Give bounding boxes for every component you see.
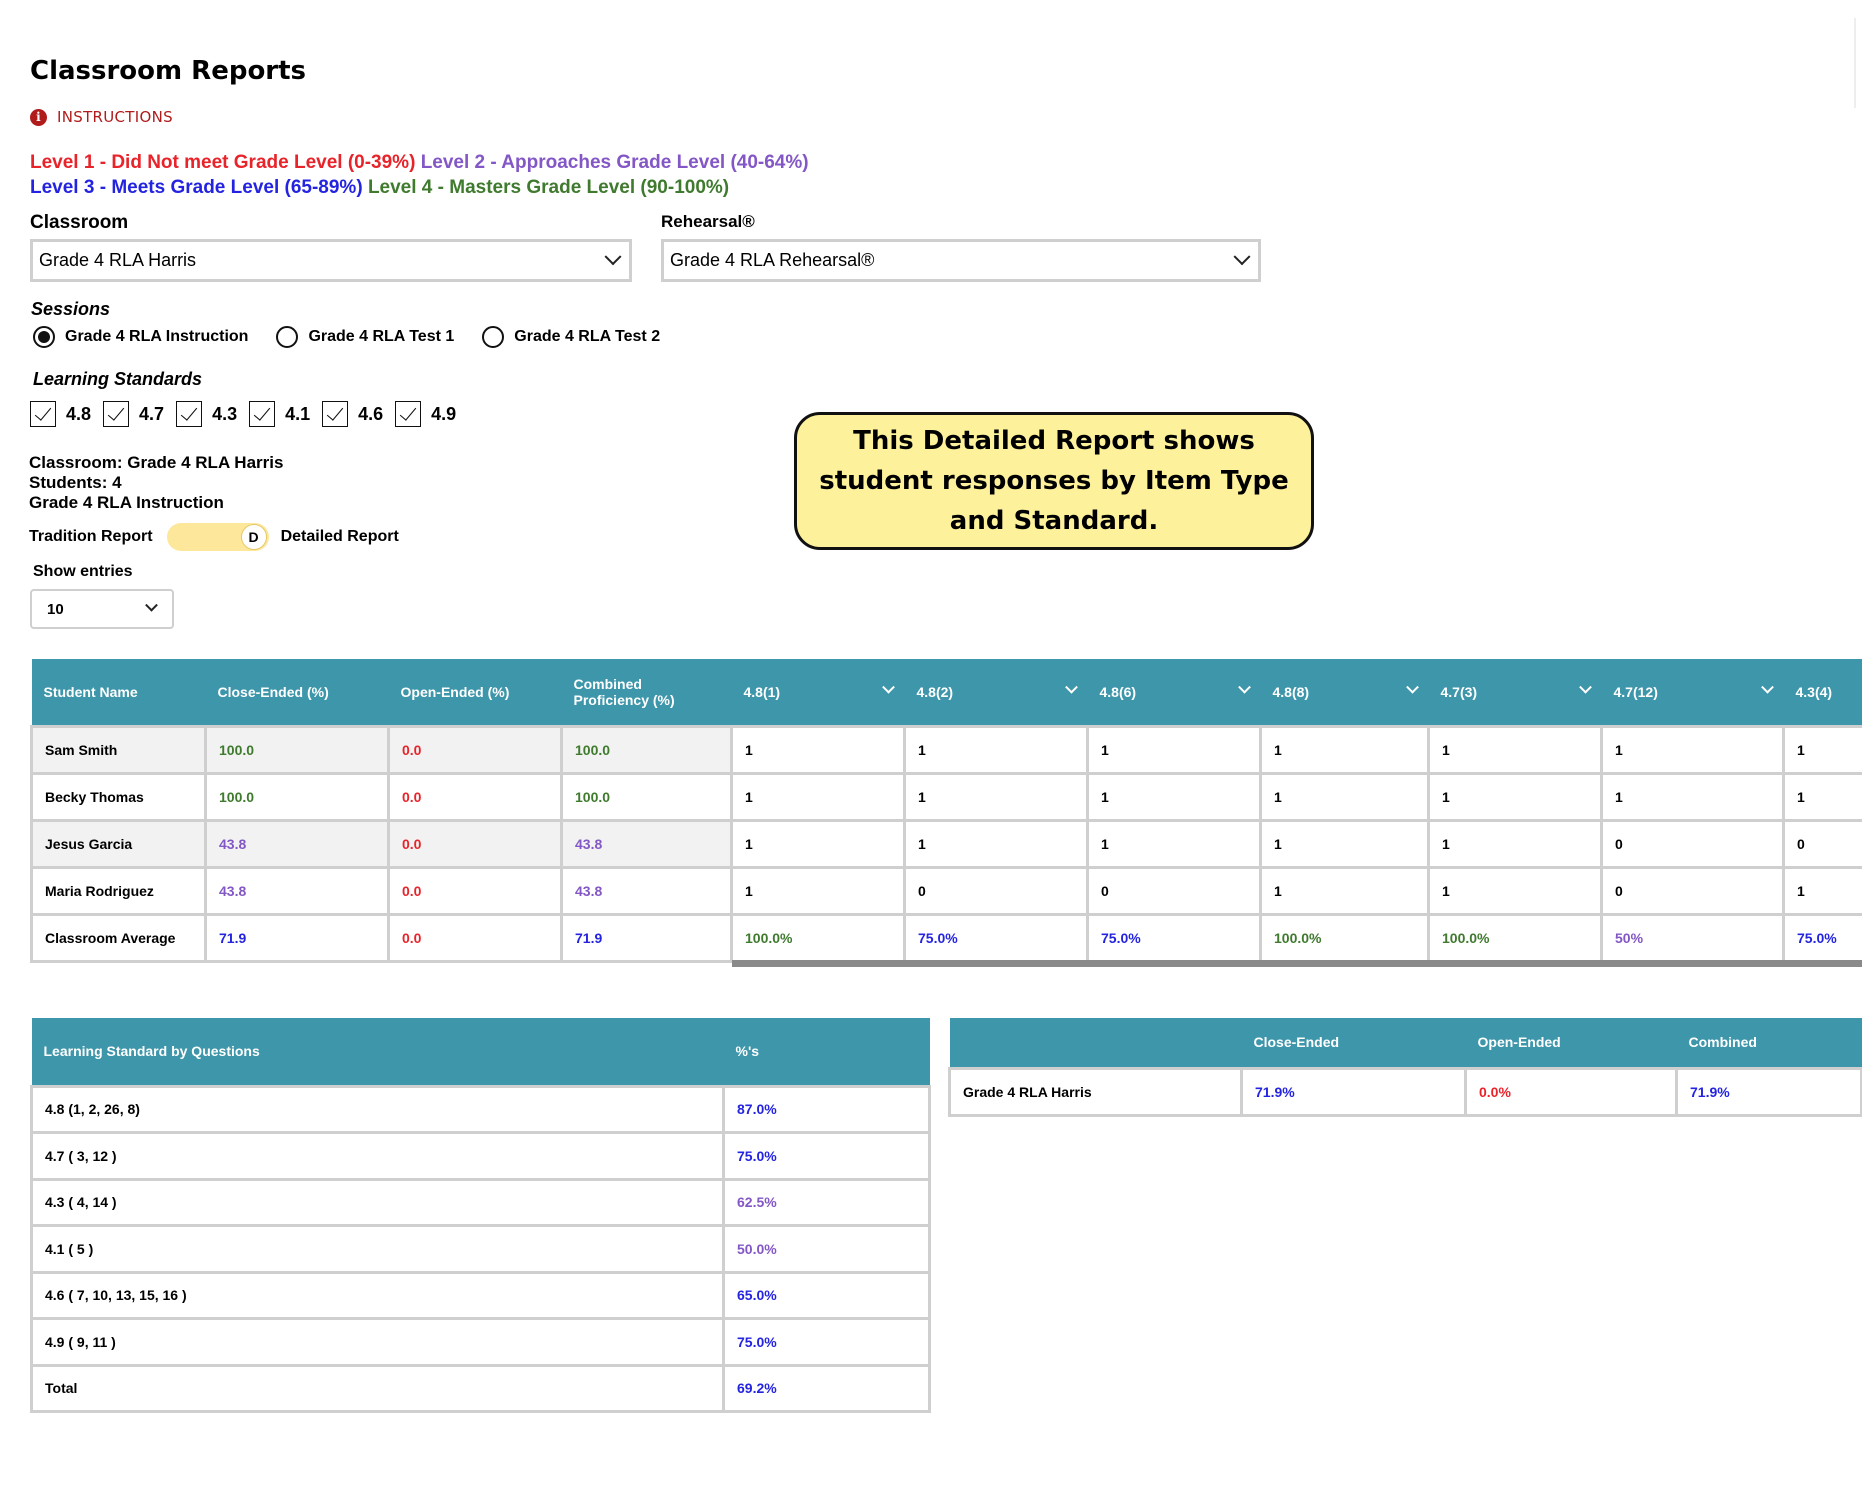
table-row — [32, 1179, 930, 1226]
open-ended-cell: 0.0% — [1466, 1068, 1677, 1115]
rehearsal-select[interactable] — [661, 239, 1261, 282]
standard-checkbox-4-9[interactable] — [395, 401, 456, 427]
detailed-report-table — [30, 659, 1862, 963]
session-option-label: Grade 4 RLA Instruction — [65, 328, 249, 345]
table-header-row — [950, 1018, 1862, 1068]
item-score-cell: 1 — [1429, 820, 1602, 867]
session-option-label: Grade 4 RLA Test 1 — [308, 328, 455, 345]
session-radio-instruction[interactable] — [33, 326, 248, 348]
classroom-select-value: Grade 4 RLA Harris — [39, 250, 197, 270]
radio-selected-icon — [33, 326, 55, 348]
col-item-label: 4.8(6) — [1099, 683, 1137, 700]
average-item-cell: 100.0% — [1261, 914, 1429, 961]
standard-cell: Total — [32, 1365, 724, 1412]
item-score-cell: 0 — [1784, 820, 1862, 867]
info-icon: i — [30, 109, 47, 126]
show-entries-label: Show entries — [33, 563, 133, 580]
table-row — [32, 1272, 930, 1319]
item-score-cell: 1 — [1261, 726, 1429, 773]
item-score-cell: 1 — [1088, 726, 1261, 773]
chevron-down-icon — [1065, 681, 1078, 694]
close-ended-cell: 71.9% — [1242, 1068, 1466, 1115]
report-type-toggle[interactable] — [167, 523, 269, 551]
item-score-cell: 0 — [905, 867, 1088, 914]
percent-cell: 75.0% — [724, 1319, 930, 1366]
chevron-down-icon — [145, 598, 158, 611]
average-label-cell: Classroom Average — [32, 914, 206, 961]
level-2-label: Level 2 - Approaches Grade Level (40-64%) — [420, 152, 809, 173]
level-legend — [30, 150, 809, 200]
col-close-ended: Close-Ended — [1242, 1018, 1466, 1068]
standard-cell: 4.3 ( 4, 14 ) — [32, 1179, 724, 1226]
item-score-cell: 1 — [1784, 726, 1862, 773]
rehearsal-select-value: Grade 4 RLA Rehearsal® — [670, 250, 875, 270]
item-score-cell: 1 — [905, 726, 1088, 773]
col-item-label: 4.3(4) — [1795, 683, 1833, 700]
col-item-label: 4.7(12) — [1613, 683, 1658, 700]
col-item[interactable] — [1088, 659, 1261, 726]
toggle-knob: D — [241, 524, 267, 550]
col-item-label: 4.8(8) — [1272, 683, 1310, 700]
standard-cell: 4.8 (1, 2, 26, 8) — [32, 1086, 724, 1133]
col-percent: %'s — [724, 1018, 930, 1086]
col-open-ended[interactable]: Open-Ended (%) — [389, 659, 562, 726]
average-item-cell: 75.0% — [905, 914, 1088, 961]
table-row — [32, 1319, 930, 1366]
classroom-select[interactable] — [30, 239, 632, 282]
info-students: Students: 4 — [29, 473, 122, 492]
item-score-cell: 1 — [732, 820, 905, 867]
sessions-radio-group — [33, 326, 688, 348]
show-entries-select[interactable] — [30, 589, 174, 629]
session-radio-test-2[interactable] — [482, 326, 660, 348]
item-score-cell: 1 — [1088, 820, 1261, 867]
checkbox-checked-icon — [395, 401, 421, 427]
close-ended-cell: 43.8 — [206, 867, 389, 914]
instructions-label: INSTRUCTIONS — [57, 108, 173, 126]
tradition-report-label: Tradition Report — [29, 528, 153, 545]
col-combined: Combined — [1677, 1018, 1862, 1068]
item-score-cell: 1 — [1602, 726, 1784, 773]
classroom-summary-table — [948, 1018, 1862, 1117]
classroom-label: Classroom — [30, 212, 129, 233]
item-score-cell: 1 — [732, 726, 905, 773]
standard-cell: 4.1 ( 5 ) — [32, 1226, 724, 1273]
standard-label: 4.7 — [139, 403, 165, 424]
table-row — [32, 1226, 930, 1273]
combined-cell: 43.8 — [562, 867, 732, 914]
item-score-cell: 1 — [1784, 773, 1862, 820]
detailed-report-table-container — [30, 659, 1862, 964]
col-item[interactable] — [732, 659, 905, 726]
percent-cell: 65.0% — [724, 1272, 930, 1319]
classroom-name-cell: Grade 4 RLA Harris — [950, 1068, 1242, 1115]
close-ended-cell: 100.0 — [206, 773, 389, 820]
standard-label: 4.1 — [285, 403, 311, 424]
chevron-down-icon — [1579, 681, 1592, 694]
horizontal-scrollbar[interactable] — [732, 960, 1862, 967]
average-item-cell: 50% — [1602, 914, 1784, 961]
table-row — [32, 820, 1862, 867]
chevron-down-icon — [882, 681, 895, 694]
standard-checkbox-4-1[interactable] — [249, 401, 310, 427]
detailed-report-label: Detailed Report — [280, 528, 399, 545]
item-score-cell: 1 — [905, 820, 1088, 867]
open-ended-cell: 0.0 — [389, 773, 562, 820]
standard-label: 4.8 — [66, 403, 92, 424]
item-score-cell: 1 — [905, 773, 1088, 820]
combined-cell: 100.0 — [562, 773, 732, 820]
percent-cell: 69.2% — [724, 1365, 930, 1412]
radio-empty-icon — [482, 326, 504, 348]
item-score-cell: 0 — [1602, 820, 1784, 867]
average-close-cell: 71.9 — [206, 914, 389, 961]
instructions-link[interactable] — [30, 108, 173, 126]
standard-cell: 4.7 ( 3, 12 ) — [32, 1133, 724, 1180]
percent-cell: 75.0% — [724, 1133, 930, 1180]
page-title: Classroom Reports — [30, 56, 307, 86]
item-score-cell: 1 — [1261, 820, 1429, 867]
report-info — [29, 453, 283, 513]
average-item-cell: 75.0% — [1784, 914, 1862, 961]
chevron-down-icon — [1406, 681, 1419, 694]
col-learning-standard: Learning Standard by Questions — [32, 1018, 724, 1086]
col-item-label: 4.8(1) — [743, 683, 781, 700]
col-combined[interactable]: Combined Proficiency (%) — [562, 659, 732, 726]
info-classroom: Classroom: Grade 4 RLA Harris — [29, 453, 284, 472]
checkbox-checked-icon — [103, 401, 129, 427]
item-score-cell: 1 — [1429, 726, 1602, 773]
standard-cell: 4.6 ( 7, 10, 13, 15, 16 ) — [32, 1272, 724, 1319]
item-score-cell: 1 — [1429, 867, 1602, 914]
checkbox-checked-icon — [30, 401, 56, 427]
chevron-down-icon — [1238, 681, 1251, 694]
checkbox-checked-icon — [322, 401, 348, 427]
table-row — [950, 1068, 1862, 1115]
col-student-name[interactable]: Student Name — [32, 659, 206, 726]
chevron-down-icon — [1761, 681, 1774, 694]
student-name-cell: Becky Thomas — [32, 773, 206, 820]
student-name-cell: Maria Rodriguez — [32, 867, 206, 914]
table-row — [32, 726, 1862, 773]
average-item-cell: 100.0% — [732, 914, 905, 961]
col-item[interactable] — [1784, 659, 1862, 726]
report-type-toggle-row — [29, 523, 399, 551]
col-open-ended: Open-Ended — [1466, 1018, 1677, 1068]
rehearsal-label: Rehearsal® — [661, 212, 755, 231]
table-row — [32, 1133, 930, 1180]
item-score-cell: 1 — [1261, 773, 1429, 820]
checkbox-checked-icon — [176, 401, 202, 427]
col-item-label: 4.7(3) — [1440, 683, 1478, 700]
session-radio-test-1[interactable] — [276, 326, 454, 348]
item-score-cell: 1 — [732, 773, 905, 820]
open-ended-cell: 0.0 — [389, 867, 562, 914]
average-item-cell: 75.0% — [1088, 914, 1261, 961]
checkbox-checked-icon — [249, 401, 275, 427]
combined-cell: 71.9% — [1677, 1068, 1862, 1115]
student-name-cell: Jesus Garcia — [32, 820, 206, 867]
percent-cell: 62.5% — [724, 1179, 930, 1226]
learning-standard-table — [30, 1018, 931, 1413]
item-score-cell: 0 — [1088, 867, 1261, 914]
standards-checkbox-group — [30, 401, 468, 427]
combined-cell: 43.8 — [562, 820, 732, 867]
combined-cell: 100.0 — [562, 726, 732, 773]
percent-cell: 50.0% — [724, 1226, 930, 1273]
col-blank — [950, 1018, 1242, 1068]
close-ended-cell: 43.8 — [206, 820, 389, 867]
item-score-cell: 1 — [732, 867, 905, 914]
sessions-label: Sessions — [31, 299, 111, 319]
open-ended-cell: 0.0 — [389, 726, 562, 773]
callout-note — [794, 412, 1314, 550]
col-item[interactable] — [1602, 659, 1784, 726]
item-score-cell: 0 — [1602, 867, 1784, 914]
learning-standards-label: Learning Standards — [33, 369, 203, 389]
item-score-cell: 1 — [1261, 867, 1429, 914]
item-score-cell: 1 — [1602, 773, 1784, 820]
close-ended-cell: 100.0 — [206, 726, 389, 773]
callout-text: This Detailed Report shows student responses by Item Type and Standard. — [819, 426, 1289, 536]
student-name-cell: Sam Smith — [32, 726, 206, 773]
average-item-cell: 100.0% — [1429, 914, 1602, 961]
classroom-average-row — [32, 914, 1862, 961]
info-session: Grade 4 RLA Instruction — [29, 493, 224, 512]
table-row — [32, 867, 1862, 914]
table-header-row — [32, 1018, 930, 1086]
show-entries-value: 10 — [47, 600, 64, 618]
standard-checkbox-4-3[interactable] — [176, 401, 237, 427]
standard-label: 4.9 — [431, 403, 457, 424]
standard-label: 4.3 — [212, 403, 238, 424]
level-3-label: Level 3 - Meets Grade Level (65-89%) — [30, 177, 363, 198]
table-row — [32, 1086, 930, 1133]
radio-empty-icon — [276, 326, 298, 348]
chevron-down-icon — [1234, 248, 1251, 265]
col-item[interactable] — [1261, 659, 1429, 726]
item-score-cell: 1 — [1088, 773, 1261, 820]
col-item[interactable] — [1429, 659, 1602, 726]
percent-cell: 87.0% — [724, 1086, 930, 1133]
open-ended-cell: 0.0 — [389, 820, 562, 867]
level-4-label: Level 4 - Masters Grade Level (90-100%) — [367, 177, 730, 198]
item-score-cell: 1 — [1784, 867, 1862, 914]
standard-label: 4.6 — [358, 403, 384, 424]
standard-checkbox-4-7[interactable] — [103, 401, 164, 427]
level-1-label: Level 1 - Did Not meet Grade Level (0-39%) — [30, 152, 416, 173]
chevron-down-icon — [605, 248, 622, 265]
col-close-ended[interactable]: Close-Ended (%) — [206, 659, 389, 726]
table-header-row — [32, 659, 1862, 726]
standard-cell: 4.9 ( 9, 11 ) — [32, 1319, 724, 1366]
average-combined-cell: 71.9 — [562, 914, 732, 961]
table-row — [32, 773, 1862, 820]
col-item[interactable] — [905, 659, 1088, 726]
scroll-edge — [1854, 18, 1856, 108]
table-row — [32, 1365, 930, 1412]
average-open-cell: 0.0 — [389, 914, 562, 961]
standard-checkbox-4-8[interactable] — [30, 401, 91, 427]
session-option-label: Grade 4 RLA Test 2 — [514, 328, 661, 345]
col-item-label: 4.8(2) — [916, 683, 954, 700]
standard-checkbox-4-6[interactable] — [322, 401, 383, 427]
item-score-cell: 1 — [1429, 773, 1602, 820]
